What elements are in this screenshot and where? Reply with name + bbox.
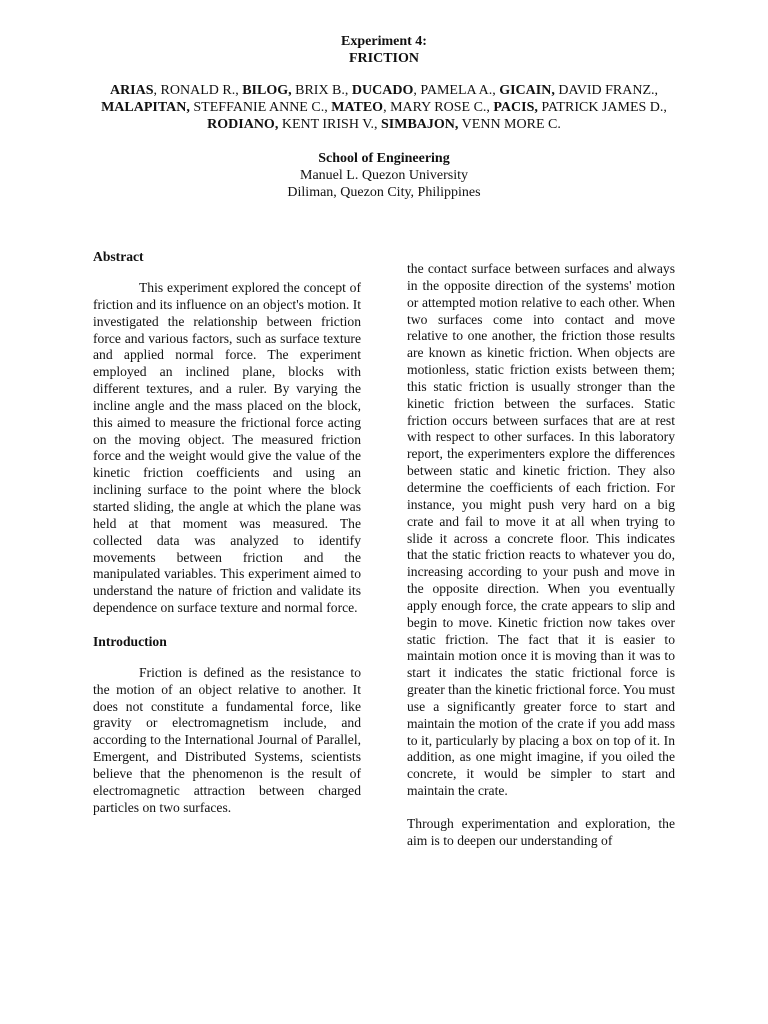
author-given: , RONALD R.,: [153, 83, 243, 98]
abstract-heading: Abstract: [93, 249, 144, 264]
introduction-paragraph: Friction is defined as the resistance to the motion of an object relative to another. It does not constitute a fundamental force, like gravity or electromagnetism include, and according to the International Journal of Parallel, Emergent, and Distributed Systems, scientists believe that the phenomenon is the result of electromagnetic attraction between charged particles on two surfaces.: [93, 664, 361, 815]
author-given: STEFFANIE ANNE C.,: [189, 100, 332, 115]
university-name: Manuel L. Quezon University: [300, 168, 468, 183]
author-list: [84, 82, 684, 133]
introduction-heading: Introduction: [93, 633, 167, 649]
right-column: [407, 261, 675, 850]
author-given: KENT IRISH V.,: [278, 117, 382, 132]
author-surname: RODIANO,: [207, 117, 279, 132]
left-column: [93, 248, 361, 816]
author-given: , PAMELA A.,: [413, 83, 500, 98]
experiment-topic: FRICTION: [348, 51, 419, 66]
author-given: PATRICK JAMES D.,: [537, 100, 667, 115]
author-surname: DUCADO: [351, 83, 414, 98]
experiment-number: Experiment 4:: [341, 34, 427, 49]
abstract-text: This experiment explored the concept of friction and its influence on an object's motion. It investigated the relationship between friction force and various factors, such as surface texture and applied normal force. The experiment employed an inclined plane, blocks with different textures, and a ruler. By varying the incline angle and the mass placed on the block, this aimed to measure the frictional force acting on the moving object. The measured friction force and the weight would give the value of the kinetic friction coefficients and using an inclining surface to the point where the block started sliding, the angle at which the plane was held at that moment was measured. The collected data was analyzed to identify movements between friction and the manipulated variables. This experiment aimed to understand the nature of friction and validate its dependence on surface texture and normal force.: [93, 280, 361, 616]
author-surname: PACIS,: [493, 100, 538, 115]
paper-header: [0, 33, 768, 201]
author-given: , MARY ROSE C.,: [383, 100, 494, 115]
author-given: BRIX B.,: [291, 83, 352, 98]
author-surname: ARIAS: [109, 83, 154, 98]
author-surname: MALAPITAN,: [101, 100, 190, 115]
author-surname: SIMBAJON,: [381, 117, 459, 132]
author-given: VENN MORE C.: [458, 117, 561, 132]
author-given: DAVID FRANZ.,: [554, 83, 659, 98]
introduction-paragraph-continued: the contact surface between surfaces and always in the opposite direction of the systems' motion or attempted motion relative to each other. When two surfaces come into contact and move relative to one another, the friction those results are known as kinetic friction. When objects are motionless, static friction exists between them; this static friction is usually stronger than the kinetic friction between the surfaces. Static friction occurs between surfaces that are at rest with respect to other surfaces. In this laboratory report, the experimenters explore the differences between static and kinetic friction. They also determine the coefficients of each friction. For instance, you might push very hard on a big crate and fail to move it at all when trying to slide it across a concrete floor. This indicates that the static friction reacts to whatever you do, increasing according to your push and move in the opposite direction. When you eventually apply enough force, the crate appears to slip and begin to move. Kinetic friction now takes over static friction. The fact that it is easier to maintain motion once it is moving than it was to start it indicates the static frictional force is greater than the kinetic frictional force. You must use a significantly greater force to start and maintain the motion of the crate if you add mass to it, particularly by placing a box on top of it. In addition, as one might imagine, if you oiled the concrete, it would be simpler to start and maintain the crate.: [407, 261, 675, 799]
school-name: School of Engineering: [318, 151, 450, 166]
university-address: Diliman, Quezon City, Philippines: [287, 185, 481, 200]
author-surname: MATEO: [331, 100, 384, 115]
author-surname: BILOG,: [242, 83, 292, 98]
affiliation: [0, 150, 768, 201]
introduction-paragraph-aim: Through experimentation and exploration, the aim is to deepen our understanding of: [407, 816, 675, 848]
author-surname: GICAIN,: [499, 83, 555, 98]
